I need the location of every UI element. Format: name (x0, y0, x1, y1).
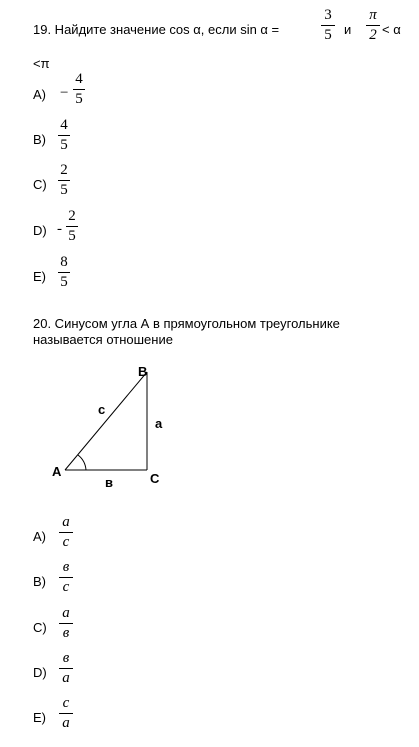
q19-text: 19. Найдите значение cos α, если sin α = (33, 22, 280, 37)
q19-sin-num: 3 (324, 7, 332, 23)
q20-option-a-label: A) (33, 529, 46, 544)
q19-option-a-num: 4 (75, 71, 83, 87)
q19-option-d-sign: - (57, 221, 62, 237)
q20-option-d-label: D) (33, 665, 47, 680)
q20-option-d-num: в (62, 650, 70, 666)
q20-option-e-num: c (62, 695, 70, 711)
q19-option-c-label: C) (33, 177, 47, 192)
q20-option-d-fraction (59, 650, 73, 687)
q19-lt-pi: <π (33, 56, 50, 71)
side-a-label: a (155, 416, 163, 431)
q20-option-a-den: c (62, 534, 70, 550)
q19-option-c-fraction (58, 162, 70, 199)
vertex-b-label: B (138, 364, 148, 379)
q19-option-e-fraction (58, 254, 70, 291)
q20-option-b-label: B) (33, 574, 46, 589)
q19-option-c-num: 2 (60, 162, 68, 178)
q20-option-b-den: c (62, 579, 70, 595)
q19-option-d-fraction (66, 208, 78, 245)
q19-option-d-den: 5 (68, 228, 76, 244)
q19-option-e-den: 5 (60, 274, 68, 290)
q19-option-b-num: 4 (60, 117, 68, 133)
q20-option-a-num: a (62, 514, 70, 530)
q19-sin-fraction (321, 7, 335, 44)
q19-pi-fraction (366, 7, 380, 44)
q20-option-c-num: a (62, 605, 70, 621)
q19-option-b-fraction (58, 117, 70, 154)
right-triangle-diagram (40, 360, 180, 495)
side-b-label: в (105, 475, 113, 490)
q19-pi-den: 2 (369, 27, 377, 43)
q19-option-a-fraction (73, 71, 85, 108)
q20-option-b-num: в (62, 559, 70, 575)
q19-conj: и (344, 22, 352, 37)
q19-lt-alpha: < α (382, 22, 401, 37)
q19-option-a-sign: − (60, 85, 69, 101)
side-c-label: c (98, 402, 106, 417)
q20-option-e-fraction (59, 695, 73, 732)
side-c-line (65, 372, 147, 470)
q20-option-e-label: E) (33, 710, 46, 725)
q20-text: 20. Синусом угла А в прямоугольном треугольнике называется отношение (33, 316, 340, 347)
q20-option-c-den: в (62, 625, 70, 641)
angle-a-arc (78, 455, 86, 470)
q20-option-d-den: a (62, 670, 70, 686)
q19-option-c-den: 5 (60, 182, 68, 198)
q20-option-e-den: a (62, 715, 70, 731)
q19-option-b-label: B) (33, 132, 46, 147)
q19-sin-den: 5 (324, 27, 332, 43)
q20-option-a-fraction (59, 514, 73, 551)
q19-option-b-den: 5 (60, 137, 68, 153)
q19-option-a-label: A) (33, 87, 46, 102)
q20-option-b-fraction (59, 559, 73, 596)
q19-option-a-den: 5 (75, 91, 83, 107)
q19-pi-num: π (369, 7, 377, 23)
vertex-c-label: C (150, 471, 160, 486)
q20-option-c-label: C) (33, 620, 47, 635)
q20-option-c-fraction (59, 605, 73, 642)
q19-option-e-num: 8 (60, 254, 68, 270)
q19-option-e-label: E) (33, 269, 46, 284)
vertex-a-label: A (52, 464, 62, 479)
q19-option-d-label: D) (33, 223, 47, 238)
q19-option-d-num: 2 (68, 208, 76, 224)
